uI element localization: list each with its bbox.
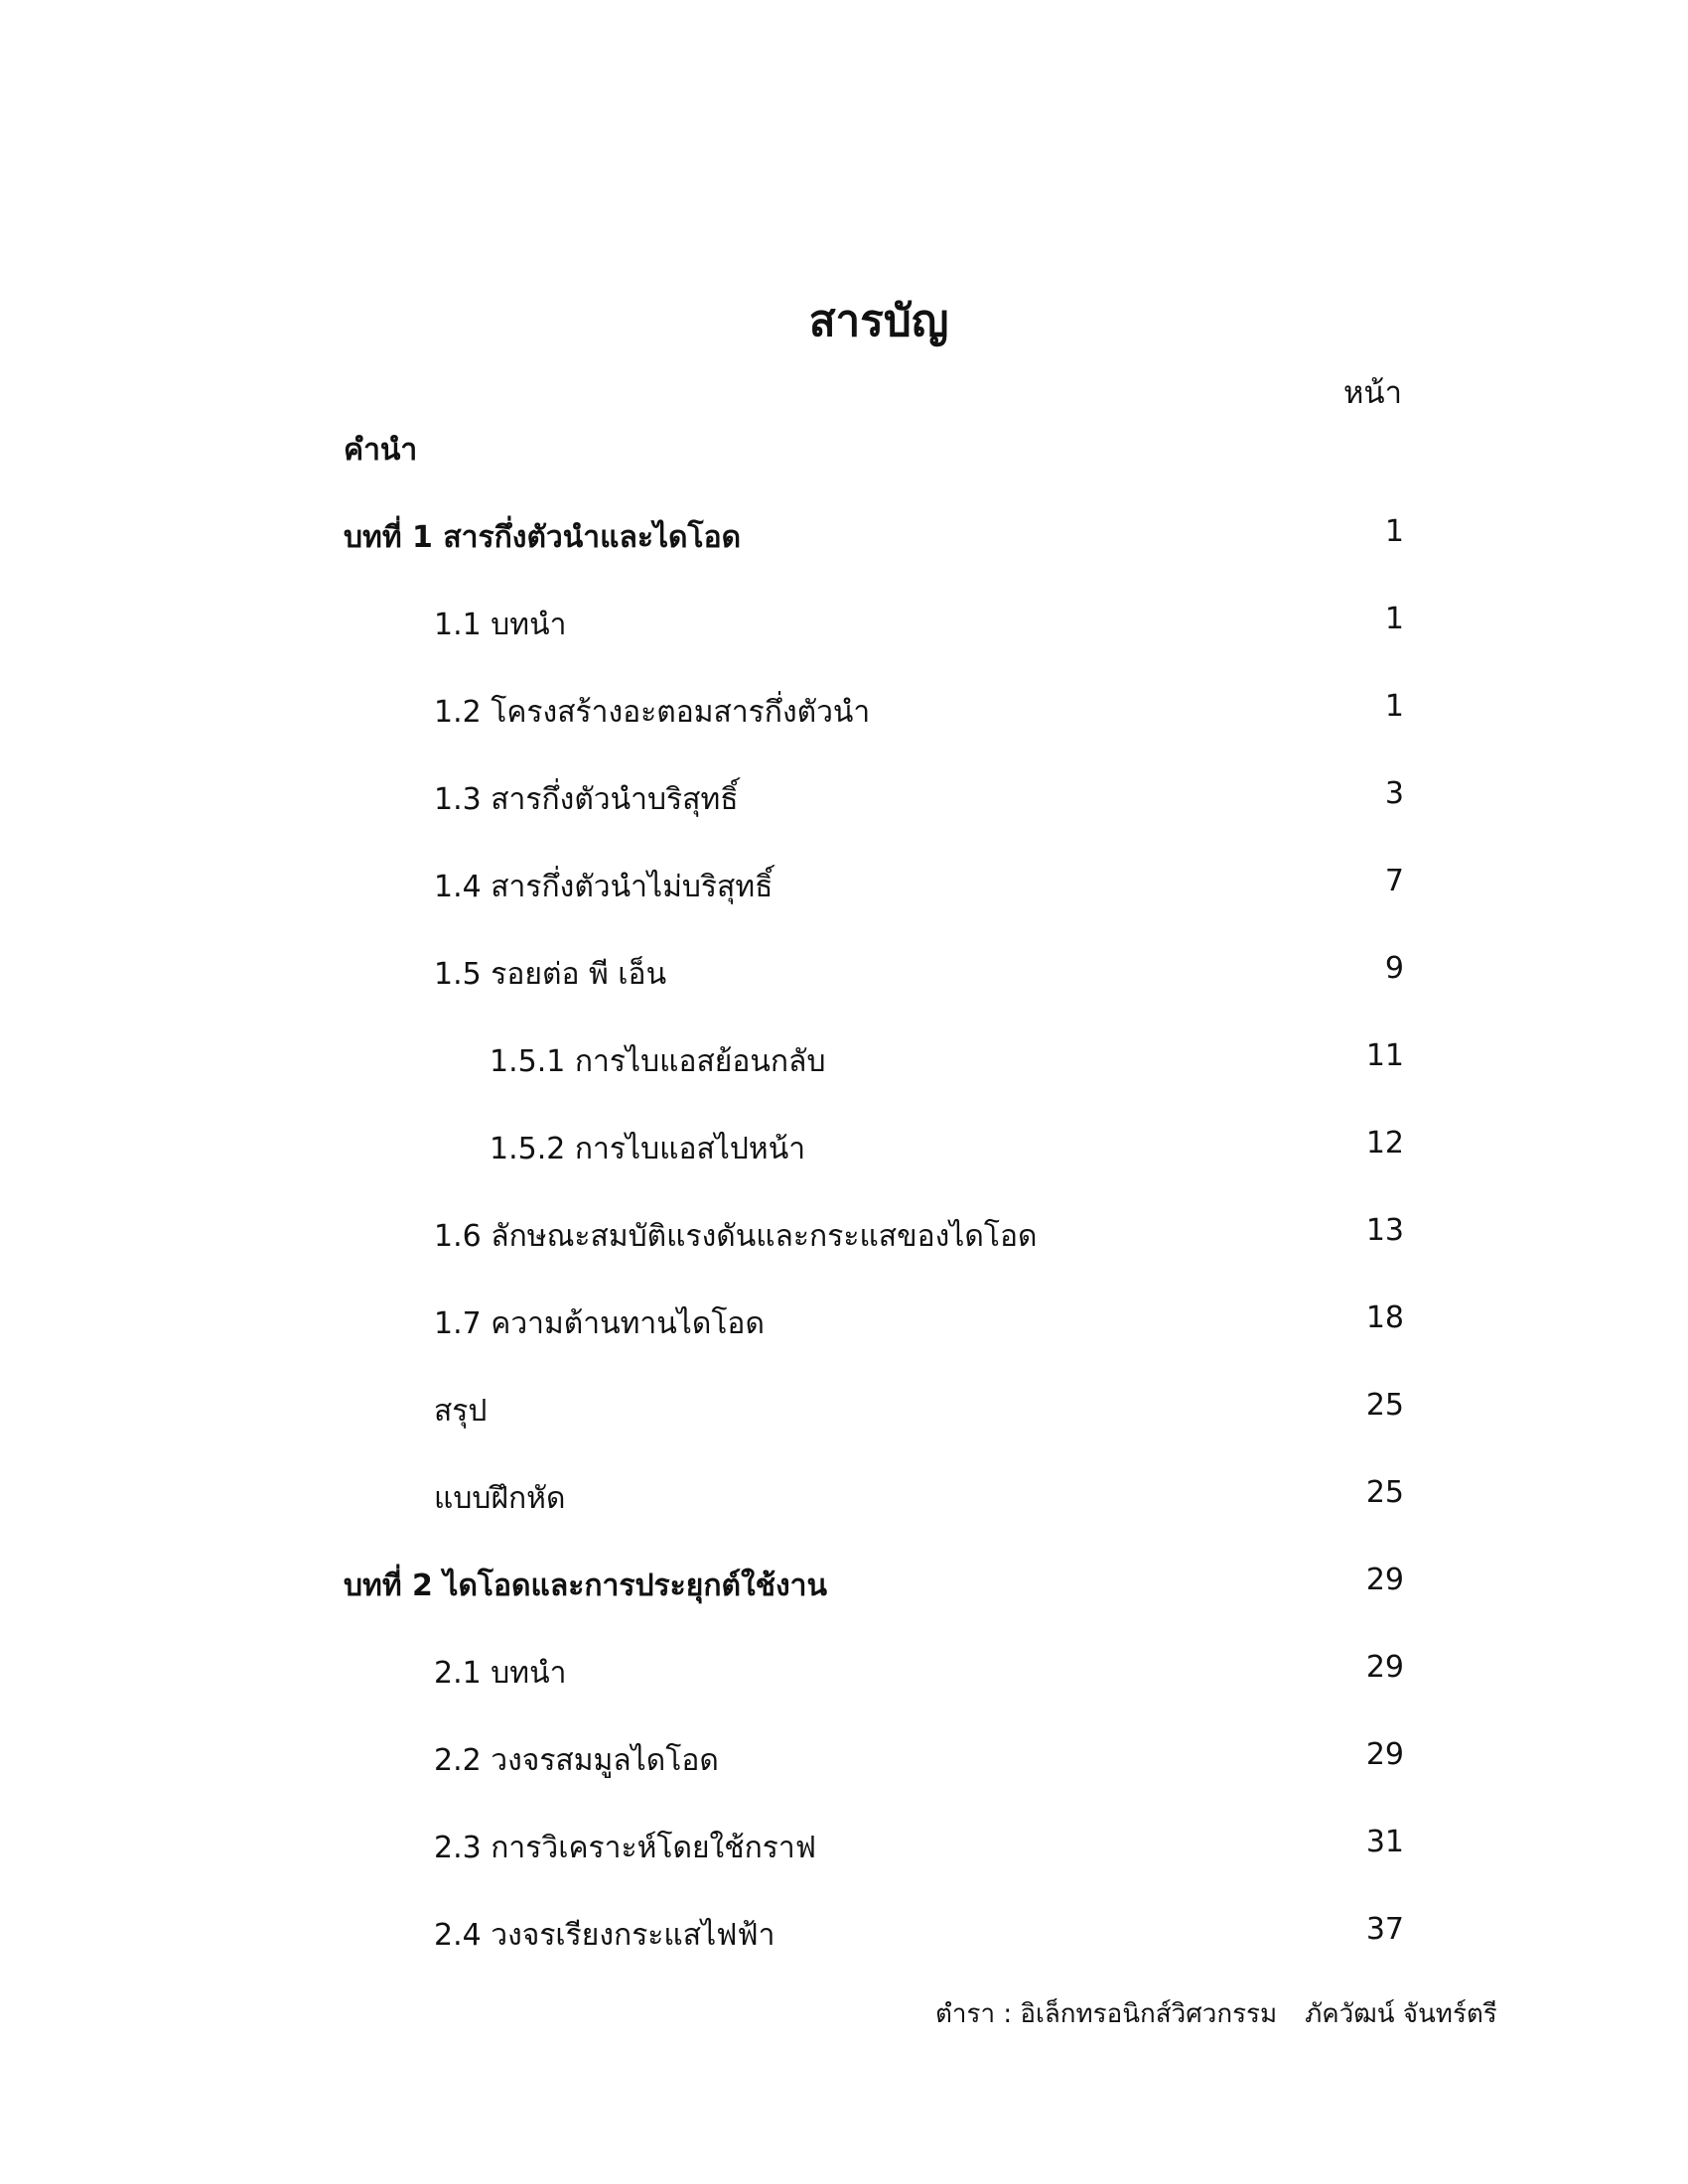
toc-entry-label: 1.4 สารกึ่งตัวนำไม่บริสุทธิ์ [434,870,774,904]
toc-entry-label: 1.5.2 การไบแอสไปหน้า [490,1132,806,1166]
toc-entry [0,951,1688,995]
toc-entry-label: 1.5 รอยต่อ พี เอ็น [434,957,667,992]
toc-entry-label: บทที่ 1 สารกึ่งตัวนำและไดโอด [344,520,742,555]
toc-entry [0,1912,1688,1956]
toc-entry [0,1650,1688,1694]
toc-entry-page-number: 29 [1365,1737,1404,1772]
toc-entry [0,1825,1688,1868]
toc-entry-label: สรุป [434,1394,488,1429]
toc-entry-page-number: 29 [1365,1650,1404,1685]
toc-entry-page-number: 12 [1365,1126,1404,1160]
toc-entry [0,1563,1688,1606]
toc-entry [0,514,1688,558]
toc-entry-page-number: 18 [1365,1300,1404,1335]
footer-author: ภัควัฒน์ จันทร์ตรี [1305,1999,1497,2029]
toc-entry-page-number: 37 [1365,1912,1404,1947]
toc-entry [0,1388,1688,1432]
toc-entry-page-number: 1 [1384,602,1404,636]
toc-entry [0,776,1688,820]
toc-entry-label: 2.2 วงจรสมมูลไดโอด [434,1743,719,1778]
toc-entry-page-number: 1 [1384,689,1404,724]
toc-entry-label: 1.7 ความต้านทานไดโอด [434,1306,765,1341]
toc-entry-page-number: 13 [1365,1213,1404,1248]
footer-book-title: ตำรา : อิเล็กทรอนิกส์วิศวกรรม [935,1999,1278,2029]
toc-entry-label: 2.3 การวิเคราะห์โดยใช้กราฟ [434,1831,816,1865]
toc-entry-page-number: 31 [1365,1825,1404,1859]
toc-entry [0,427,1688,471]
toc-entry [0,1038,1688,1082]
toc-entry-label: 1.1 บทนำ [434,608,567,642]
toc-entry [0,1126,1688,1169]
toc-entry-page-number: 3 [1384,776,1404,811]
footer [935,1993,1497,2034]
page-column-label: หน้า [1343,375,1403,411]
toc-entry-page-number: 11 [1365,1038,1404,1073]
toc-entry [0,1300,1688,1344]
page-title: สารบัญ [808,296,949,346]
toc-entry-label: แบบฝึกหัด [434,1481,566,1516]
toc-entry-page-number: 9 [1384,951,1404,986]
toc-entry-page-number: 25 [1365,1475,1404,1510]
toc-entry-page-number: 29 [1365,1563,1404,1597]
toc-entry-label: 1.6 ลักษณะสมบัติแรงดันและกระแสของไดโอด [434,1219,1038,1254]
toc-entry-label: คำนำ [344,433,418,468]
toc-entry [0,864,1688,907]
toc-entry-label: บทที่ 2 ไดโอดและการประยุกต์ใช้งาน [344,1569,828,1603]
toc-entry-label: 1.5.1 การไบแอสย้อนกลับ [490,1044,826,1079]
toc-entry [0,1213,1688,1257]
toc-entry [0,1475,1688,1519]
toc-entry-label: 1.3 สารกึ่งตัวนำบริสุทธิ์ [434,782,739,817]
toc-entry-label: 2.4 วงจรเรียงกระแสไฟฟ้า [434,1918,775,1953]
toc-entry-label: 2.1 บทนำ [434,1656,567,1691]
toc-entry [0,689,1688,733]
toc-entry-label: 1.2 โครงสร้างอะตอมสารกึ่งตัวนำ [434,695,871,730]
toc-entry [0,1737,1688,1781]
toc-entry-page-number: 1 [1384,514,1404,549]
toc-entry-page-number: 7 [1384,864,1404,898]
toc-entry-page-number: 25 [1365,1388,1404,1423]
toc-entry [0,602,1688,645]
